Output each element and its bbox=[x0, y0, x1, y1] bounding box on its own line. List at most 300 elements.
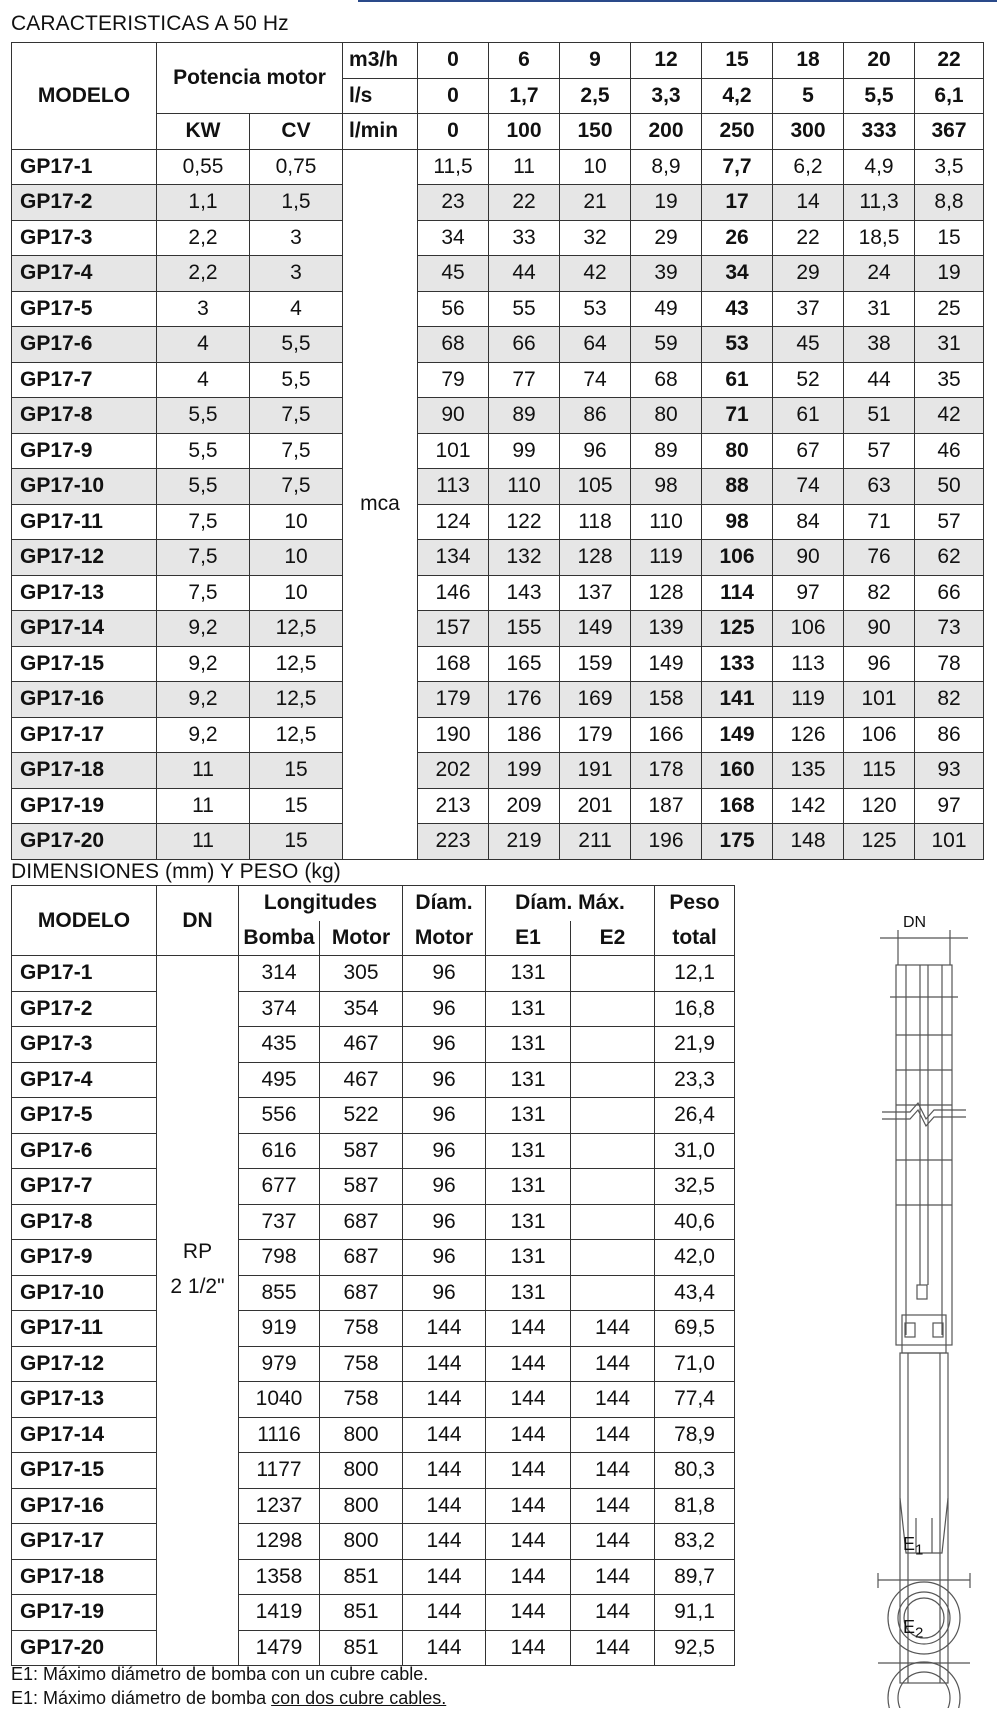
motor-length-cell: 354 bbox=[320, 991, 403, 1027]
header-m3h: 6 bbox=[489, 43, 560, 79]
model-cell: GP17-7 bbox=[12, 362, 157, 398]
model-cell: GP17-13 bbox=[12, 575, 157, 611]
head-value-cell: 98 bbox=[631, 469, 702, 505]
weight-cell: 31,0 bbox=[655, 1133, 735, 1169]
motor-diameter-cell: 96 bbox=[403, 1204, 486, 1240]
head-value-cell: 90 bbox=[844, 611, 915, 647]
e1-cell: 131 bbox=[486, 956, 571, 992]
kw-cell: 3 bbox=[157, 291, 250, 327]
table-row bbox=[12, 1240, 735, 1276]
e1-cell: 131 bbox=[486, 1098, 571, 1134]
header-e1: E1 bbox=[486, 921, 571, 956]
head-value-cell: 141 bbox=[702, 682, 773, 718]
bomba-length-cell: 1298 bbox=[239, 1524, 320, 1560]
model-cell: GP17-17 bbox=[12, 717, 157, 753]
header-e2: E2 bbox=[571, 921, 655, 956]
kw-cell: 4 bbox=[157, 362, 250, 398]
head-value-cell: 71 bbox=[844, 504, 915, 540]
motor-diameter-cell: 144 bbox=[403, 1382, 486, 1418]
dimensions-table bbox=[11, 885, 735, 1666]
motor-length-cell: 800 bbox=[320, 1453, 403, 1489]
weight-cell: 77,4 bbox=[655, 1382, 735, 1418]
weight-cell: 91,1 bbox=[655, 1595, 735, 1631]
header-longitudes: Longitudes bbox=[239, 886, 403, 921]
head-value-cell: 31 bbox=[844, 291, 915, 327]
table-row bbox=[12, 1204, 735, 1240]
head-value-cell: 178 bbox=[631, 753, 702, 789]
motor-length-cell: 687 bbox=[320, 1275, 403, 1311]
model-cell: GP17-8 bbox=[12, 398, 157, 434]
footnote-text: E1: Máximo diámetro de bomba bbox=[11, 1688, 272, 1708]
model-cell: GP17-4 bbox=[12, 256, 157, 292]
header-m3h: 0 bbox=[418, 43, 489, 79]
unit-mca-cell: mca bbox=[343, 149, 418, 859]
head-value-cell: 74 bbox=[773, 469, 844, 505]
motor-length-cell: 851 bbox=[320, 1595, 403, 1631]
e2-cell bbox=[571, 1027, 655, 1063]
model-cell: GP17-11 bbox=[12, 1311, 157, 1347]
head-value-cell: 86 bbox=[560, 398, 631, 434]
kw-cell: 11 bbox=[157, 753, 250, 789]
e1-cell: 144 bbox=[486, 1630, 571, 1666]
bomba-length-cell: 495 bbox=[239, 1062, 320, 1098]
head-value-cell: 8,8 bbox=[915, 185, 984, 221]
kw-cell: 5,5 bbox=[157, 469, 250, 505]
weight-cell: 78,9 bbox=[655, 1417, 735, 1453]
cv-cell: 1,5 bbox=[250, 185, 343, 221]
table-row bbox=[12, 1382, 735, 1418]
head-value-cell: 29 bbox=[773, 256, 844, 292]
model-cell: GP17-9 bbox=[12, 1240, 157, 1276]
head-value-cell: 158 bbox=[631, 682, 702, 718]
head-value-cell: 34 bbox=[418, 220, 489, 256]
head-value-cell: 31 bbox=[915, 327, 984, 363]
dn-label: DN bbox=[903, 914, 927, 931]
model-cell: GP17-9 bbox=[12, 433, 157, 469]
motor-length-cell: 758 bbox=[320, 1311, 403, 1347]
table-row bbox=[12, 1453, 735, 1489]
e2-cell: 144 bbox=[571, 1346, 655, 1382]
head-value-cell: 199 bbox=[489, 753, 560, 789]
kw-cell: 7,5 bbox=[157, 540, 250, 576]
head-value-cell: 67 bbox=[773, 433, 844, 469]
table-row bbox=[12, 682, 984, 718]
head-value-cell: 57 bbox=[915, 504, 984, 540]
motor-length-cell: 687 bbox=[320, 1204, 403, 1240]
head-value-cell: 29 bbox=[631, 220, 702, 256]
weight-cell: 32,5 bbox=[655, 1169, 735, 1205]
motor-diameter-cell: 144 bbox=[403, 1346, 486, 1382]
cv-cell: 10 bbox=[250, 540, 343, 576]
model-cell: GP17-12 bbox=[12, 1346, 157, 1382]
dn-value-line1: RP bbox=[182, 1240, 213, 1263]
head-value-cell: 124 bbox=[418, 504, 489, 540]
motor-diameter-cell: 144 bbox=[403, 1453, 486, 1489]
model-cell: GP17-14 bbox=[12, 1417, 157, 1453]
model-cell: GP17-10 bbox=[12, 469, 157, 505]
bomba-length-cell: 314 bbox=[239, 956, 320, 992]
head-value-cell: 84 bbox=[773, 504, 844, 540]
head-value-cell: 96 bbox=[560, 433, 631, 469]
head-value-cell: 120 bbox=[844, 788, 915, 824]
e1-cell: 144 bbox=[486, 1417, 571, 1453]
table-row bbox=[12, 956, 735, 992]
header-ls: 3,3 bbox=[631, 78, 702, 114]
head-value-cell: 168 bbox=[702, 788, 773, 824]
model-cell: GP17-7 bbox=[12, 1169, 157, 1205]
bomba-length-cell: 1358 bbox=[239, 1559, 320, 1595]
weight-cell: 12,1 bbox=[655, 956, 735, 992]
table-row bbox=[12, 646, 984, 682]
head-value-cell: 38 bbox=[844, 327, 915, 363]
weight-cell: 81,8 bbox=[655, 1488, 735, 1524]
head-value-cell: 4,9 bbox=[844, 149, 915, 185]
motor-length-cell: 758 bbox=[320, 1346, 403, 1382]
head-value-cell: 77 bbox=[489, 362, 560, 398]
motor-diameter-cell: 96 bbox=[403, 1133, 486, 1169]
motor-diameter-cell: 96 bbox=[403, 1275, 486, 1311]
head-value-cell: 39 bbox=[631, 256, 702, 292]
model-cell: GP17-2 bbox=[12, 991, 157, 1027]
head-value-cell: 37 bbox=[773, 291, 844, 327]
e2-label bbox=[903, 1617, 923, 1642]
cv-cell: 12,5 bbox=[250, 611, 343, 647]
head-value-cell: 143 bbox=[489, 575, 560, 611]
e2-cell bbox=[571, 1098, 655, 1134]
head-value-cell: 61 bbox=[702, 362, 773, 398]
head-value-cell: 90 bbox=[418, 398, 489, 434]
header-lmin: 150 bbox=[560, 114, 631, 150]
motor-diameter-cell: 96 bbox=[403, 956, 486, 992]
cv-cell: 5,5 bbox=[250, 362, 343, 398]
model-cell: GP17-3 bbox=[12, 220, 157, 256]
motor-length-cell: 587 bbox=[320, 1169, 403, 1205]
kw-cell: 5,5 bbox=[157, 433, 250, 469]
head-value-cell: 45 bbox=[418, 256, 489, 292]
motor-diameter-cell: 96 bbox=[403, 1098, 486, 1134]
e1-label bbox=[903, 1534, 923, 1559]
e2-letter: E bbox=[903, 1617, 916, 1637]
weight-cell: 40,6 bbox=[655, 1204, 735, 1240]
head-value-cell: 32 bbox=[560, 220, 631, 256]
model-cell: GP17-5 bbox=[12, 1098, 157, 1134]
head-value-cell: 133 bbox=[702, 646, 773, 682]
head-value-cell: 166 bbox=[631, 717, 702, 753]
bomba-length-cell: 737 bbox=[239, 1204, 320, 1240]
head-value-cell: 168 bbox=[418, 646, 489, 682]
model-cell: GP17-2 bbox=[12, 185, 157, 221]
table-row bbox=[12, 327, 984, 363]
table-row bbox=[12, 717, 984, 753]
table-row bbox=[12, 433, 984, 469]
head-value-cell: 44 bbox=[844, 362, 915, 398]
dn-cell bbox=[157, 956, 239, 1666]
head-value-cell: 114 bbox=[702, 575, 773, 611]
head-value-cell: 82 bbox=[844, 575, 915, 611]
motor-diameter-cell: 144 bbox=[403, 1559, 486, 1595]
head-value-cell: 96 bbox=[844, 646, 915, 682]
model-cell: GP17-8 bbox=[12, 1204, 157, 1240]
model-cell: GP17-6 bbox=[12, 327, 157, 363]
e1-cell: 144 bbox=[486, 1453, 571, 1489]
e1-cell: 131 bbox=[486, 1204, 571, 1240]
model-cell: GP17-17 bbox=[12, 1524, 157, 1560]
head-value-cell: 53 bbox=[560, 291, 631, 327]
e2-cell bbox=[571, 1062, 655, 1098]
head-value-cell: 11,3 bbox=[844, 185, 915, 221]
head-value-cell: 190 bbox=[418, 717, 489, 753]
head-value-cell: 148 bbox=[773, 824, 844, 860]
header-diam-max: Díam. Máx. bbox=[486, 886, 655, 921]
bomba-length-cell: 1116 bbox=[239, 1417, 320, 1453]
header-diam: Díam. bbox=[403, 886, 486, 921]
head-value-cell: 165 bbox=[489, 646, 560, 682]
pump-section-views bbox=[860, 1498, 990, 1708]
kw-cell: 2,2 bbox=[157, 220, 250, 256]
bomba-length-cell: 1040 bbox=[239, 1382, 320, 1418]
cv-cell: 12,5 bbox=[250, 682, 343, 718]
head-value-cell: 22 bbox=[489, 185, 560, 221]
bomba-length-cell: 1237 bbox=[239, 1488, 320, 1524]
head-value-cell: 139 bbox=[631, 611, 702, 647]
head-value-cell: 101 bbox=[915, 824, 984, 860]
e2-cell: 144 bbox=[571, 1595, 655, 1631]
head-value-cell: 128 bbox=[560, 540, 631, 576]
model-cell: GP17-16 bbox=[12, 1488, 157, 1524]
cv-cell: 3 bbox=[250, 220, 343, 256]
head-value-cell: 80 bbox=[631, 398, 702, 434]
head-value-cell: 113 bbox=[418, 469, 489, 505]
cv-cell: 15 bbox=[250, 788, 343, 824]
e1-cell: 131 bbox=[486, 991, 571, 1027]
motor-length-cell: 522 bbox=[320, 1098, 403, 1134]
head-value-cell: 209 bbox=[489, 788, 560, 824]
e2-cell: 144 bbox=[571, 1524, 655, 1560]
head-value-cell: 219 bbox=[489, 824, 560, 860]
motor-diameter-cell: 96 bbox=[403, 1062, 486, 1098]
head-value-cell: 97 bbox=[773, 575, 844, 611]
header-m3h: 22 bbox=[915, 43, 984, 79]
kw-cell: 1,1 bbox=[157, 185, 250, 221]
e2-cell: 144 bbox=[571, 1417, 655, 1453]
head-value-cell: 7,7 bbox=[702, 149, 773, 185]
head-value-cell: 21 bbox=[560, 185, 631, 221]
bomba-length-cell: 919 bbox=[239, 1311, 320, 1347]
e2-subscript: 2 bbox=[915, 1624, 924, 1642]
head-value-cell: 63 bbox=[844, 469, 915, 505]
table-row bbox=[12, 1133, 735, 1169]
head-value-cell: 34 bbox=[702, 256, 773, 292]
e1-cell: 144 bbox=[486, 1346, 571, 1382]
header-unit-m3h: m3/h bbox=[343, 43, 418, 79]
head-value-cell: 44 bbox=[489, 256, 560, 292]
kw-cell: 5,5 bbox=[157, 398, 250, 434]
motor-diameter-cell: 144 bbox=[403, 1524, 486, 1560]
head-value-cell: 134 bbox=[418, 540, 489, 576]
head-value-cell: 68 bbox=[418, 327, 489, 363]
table-row bbox=[12, 398, 984, 434]
kw-cell: 9,2 bbox=[157, 682, 250, 718]
e2-cell: 144 bbox=[571, 1453, 655, 1489]
head-value-cell: 196 bbox=[631, 824, 702, 860]
header-ls: 1,7 bbox=[489, 78, 560, 114]
kw-cell: 2,2 bbox=[157, 256, 250, 292]
table-row bbox=[12, 220, 984, 256]
table-row bbox=[12, 291, 984, 327]
header-motor: Motor bbox=[320, 921, 403, 956]
e2-cell: 144 bbox=[571, 1488, 655, 1524]
weight-cell: 23,3 bbox=[655, 1062, 735, 1098]
cv-cell: 15 bbox=[250, 753, 343, 789]
head-value-cell: 118 bbox=[560, 504, 631, 540]
kw-cell: 9,2 bbox=[157, 717, 250, 753]
head-value-cell: 159 bbox=[560, 646, 631, 682]
header-lmin: 367 bbox=[915, 114, 984, 150]
e2-cell: 144 bbox=[571, 1311, 655, 1347]
head-value-cell: 50 bbox=[915, 469, 984, 505]
performance-section-title: CARACTERISTICAS A 50 Hz bbox=[11, 12, 289, 35]
head-value-cell: 42 bbox=[915, 398, 984, 434]
table-row bbox=[12, 824, 984, 860]
head-value-cell: 25 bbox=[915, 291, 984, 327]
head-value-cell: 11 bbox=[489, 149, 560, 185]
table-row bbox=[12, 753, 984, 789]
head-value-cell: 125 bbox=[702, 611, 773, 647]
bomba-length-cell: 616 bbox=[239, 1133, 320, 1169]
table-row bbox=[12, 1488, 735, 1524]
motor-diameter-cell: 144 bbox=[403, 1488, 486, 1524]
motor-length-cell: 467 bbox=[320, 1027, 403, 1063]
header-lmin: 250 bbox=[702, 114, 773, 150]
header-ls: 4,2 bbox=[702, 78, 773, 114]
head-value-cell: 106 bbox=[702, 540, 773, 576]
e1-cell: 144 bbox=[486, 1382, 571, 1418]
head-value-cell: 66 bbox=[915, 575, 984, 611]
head-value-cell: 62 bbox=[915, 540, 984, 576]
head-value-cell: 211 bbox=[560, 824, 631, 860]
weight-cell: 42,0 bbox=[655, 1240, 735, 1276]
kw-cell: 11 bbox=[157, 824, 250, 860]
head-value-cell: 201 bbox=[560, 788, 631, 824]
motor-diameter-cell: 96 bbox=[403, 1240, 486, 1276]
e1-cell: 144 bbox=[486, 1559, 571, 1595]
head-value-cell: 35 bbox=[915, 362, 984, 398]
header-ls: 6,1 bbox=[915, 78, 984, 114]
head-value-cell: 176 bbox=[489, 682, 560, 718]
head-value-cell: 128 bbox=[631, 575, 702, 611]
table-row bbox=[12, 149, 984, 185]
head-value-cell: 74 bbox=[560, 362, 631, 398]
model-cell: GP17-10 bbox=[12, 1275, 157, 1311]
head-value-cell: 110 bbox=[631, 504, 702, 540]
head-value-cell: 187 bbox=[631, 788, 702, 824]
bomba-length-cell: 1177 bbox=[239, 1453, 320, 1489]
head-value-cell: 53 bbox=[702, 327, 773, 363]
head-value-cell: 10 bbox=[560, 149, 631, 185]
cv-cell: 7,5 bbox=[250, 433, 343, 469]
head-value-cell: 24 bbox=[844, 256, 915, 292]
header-modelo: MODELO bbox=[12, 43, 157, 150]
head-value-cell: 132 bbox=[489, 540, 560, 576]
head-value-cell: 98 bbox=[702, 504, 773, 540]
head-value-cell: 142 bbox=[773, 788, 844, 824]
head-value-cell: 80 bbox=[702, 433, 773, 469]
model-cell: GP17-12 bbox=[12, 540, 157, 576]
head-value-cell: 76 bbox=[844, 540, 915, 576]
header-diam-motor: Motor bbox=[403, 921, 486, 956]
cv-cell: 12,5 bbox=[250, 717, 343, 753]
motor-length-cell: 758 bbox=[320, 1382, 403, 1418]
model-cell: GP17-19 bbox=[12, 788, 157, 824]
head-value-cell: 26 bbox=[702, 220, 773, 256]
head-value-cell: 223 bbox=[418, 824, 489, 860]
table-row bbox=[12, 185, 984, 221]
header-dn: DN bbox=[157, 886, 239, 956]
model-cell: GP17-16 bbox=[12, 682, 157, 718]
head-value-cell: 126 bbox=[773, 717, 844, 753]
model-cell: GP17-14 bbox=[12, 611, 157, 647]
header-ls: 5 bbox=[773, 78, 844, 114]
weight-cell: 83,2 bbox=[655, 1524, 735, 1560]
head-value-cell: 49 bbox=[631, 291, 702, 327]
performance-table bbox=[11, 42, 984, 860]
e2-cell bbox=[571, 991, 655, 1027]
cv-cell: 10 bbox=[250, 504, 343, 540]
motor-length-cell: 467 bbox=[320, 1062, 403, 1098]
head-value-cell: 88 bbox=[702, 469, 773, 505]
model-cell: GP17-18 bbox=[12, 1559, 157, 1595]
weight-cell: 71,0 bbox=[655, 1346, 735, 1382]
weight-cell: 26,4 bbox=[655, 1098, 735, 1134]
head-value-cell: 101 bbox=[418, 433, 489, 469]
head-value-cell: 19 bbox=[915, 256, 984, 292]
head-value-cell: 105 bbox=[560, 469, 631, 505]
motor-length-cell: 305 bbox=[320, 956, 403, 992]
e2-cell: 144 bbox=[571, 1382, 655, 1418]
head-value-cell: 179 bbox=[418, 682, 489, 718]
head-value-cell: 157 bbox=[418, 611, 489, 647]
e1-cell: 144 bbox=[486, 1595, 571, 1631]
head-value-cell: 137 bbox=[560, 575, 631, 611]
head-value-cell: 135 bbox=[773, 753, 844, 789]
header-ls: 2,5 bbox=[560, 78, 631, 114]
e2-cell: 144 bbox=[571, 1559, 655, 1595]
e1-subscript: 1 bbox=[915, 1541, 924, 1559]
head-value-cell: 160 bbox=[702, 753, 773, 789]
model-cell: GP17-3 bbox=[12, 1027, 157, 1063]
head-value-cell: 149 bbox=[560, 611, 631, 647]
e2-cell bbox=[571, 956, 655, 992]
e1-cell: 131 bbox=[486, 1027, 571, 1063]
motor-diameter-cell: 96 bbox=[403, 1027, 486, 1063]
table-row bbox=[12, 1275, 735, 1311]
head-value-cell: 23 bbox=[418, 185, 489, 221]
table-row bbox=[12, 1595, 735, 1631]
model-cell: GP17-1 bbox=[12, 149, 157, 185]
e1-cell: 131 bbox=[486, 1062, 571, 1098]
model-cell: GP17-15 bbox=[12, 1453, 157, 1489]
head-value-cell: 122 bbox=[489, 504, 560, 540]
model-cell: GP17-5 bbox=[12, 291, 157, 327]
head-value-cell: 99 bbox=[489, 433, 560, 469]
top-rule bbox=[358, 0, 997, 2]
model-cell: GP17-18 bbox=[12, 753, 157, 789]
head-value-cell: 106 bbox=[844, 717, 915, 753]
e1-cell: 131 bbox=[486, 1275, 571, 1311]
header-bomba: Bomba bbox=[239, 921, 320, 956]
motor-diameter-cell: 144 bbox=[403, 1311, 486, 1347]
head-value-cell: 113 bbox=[773, 646, 844, 682]
